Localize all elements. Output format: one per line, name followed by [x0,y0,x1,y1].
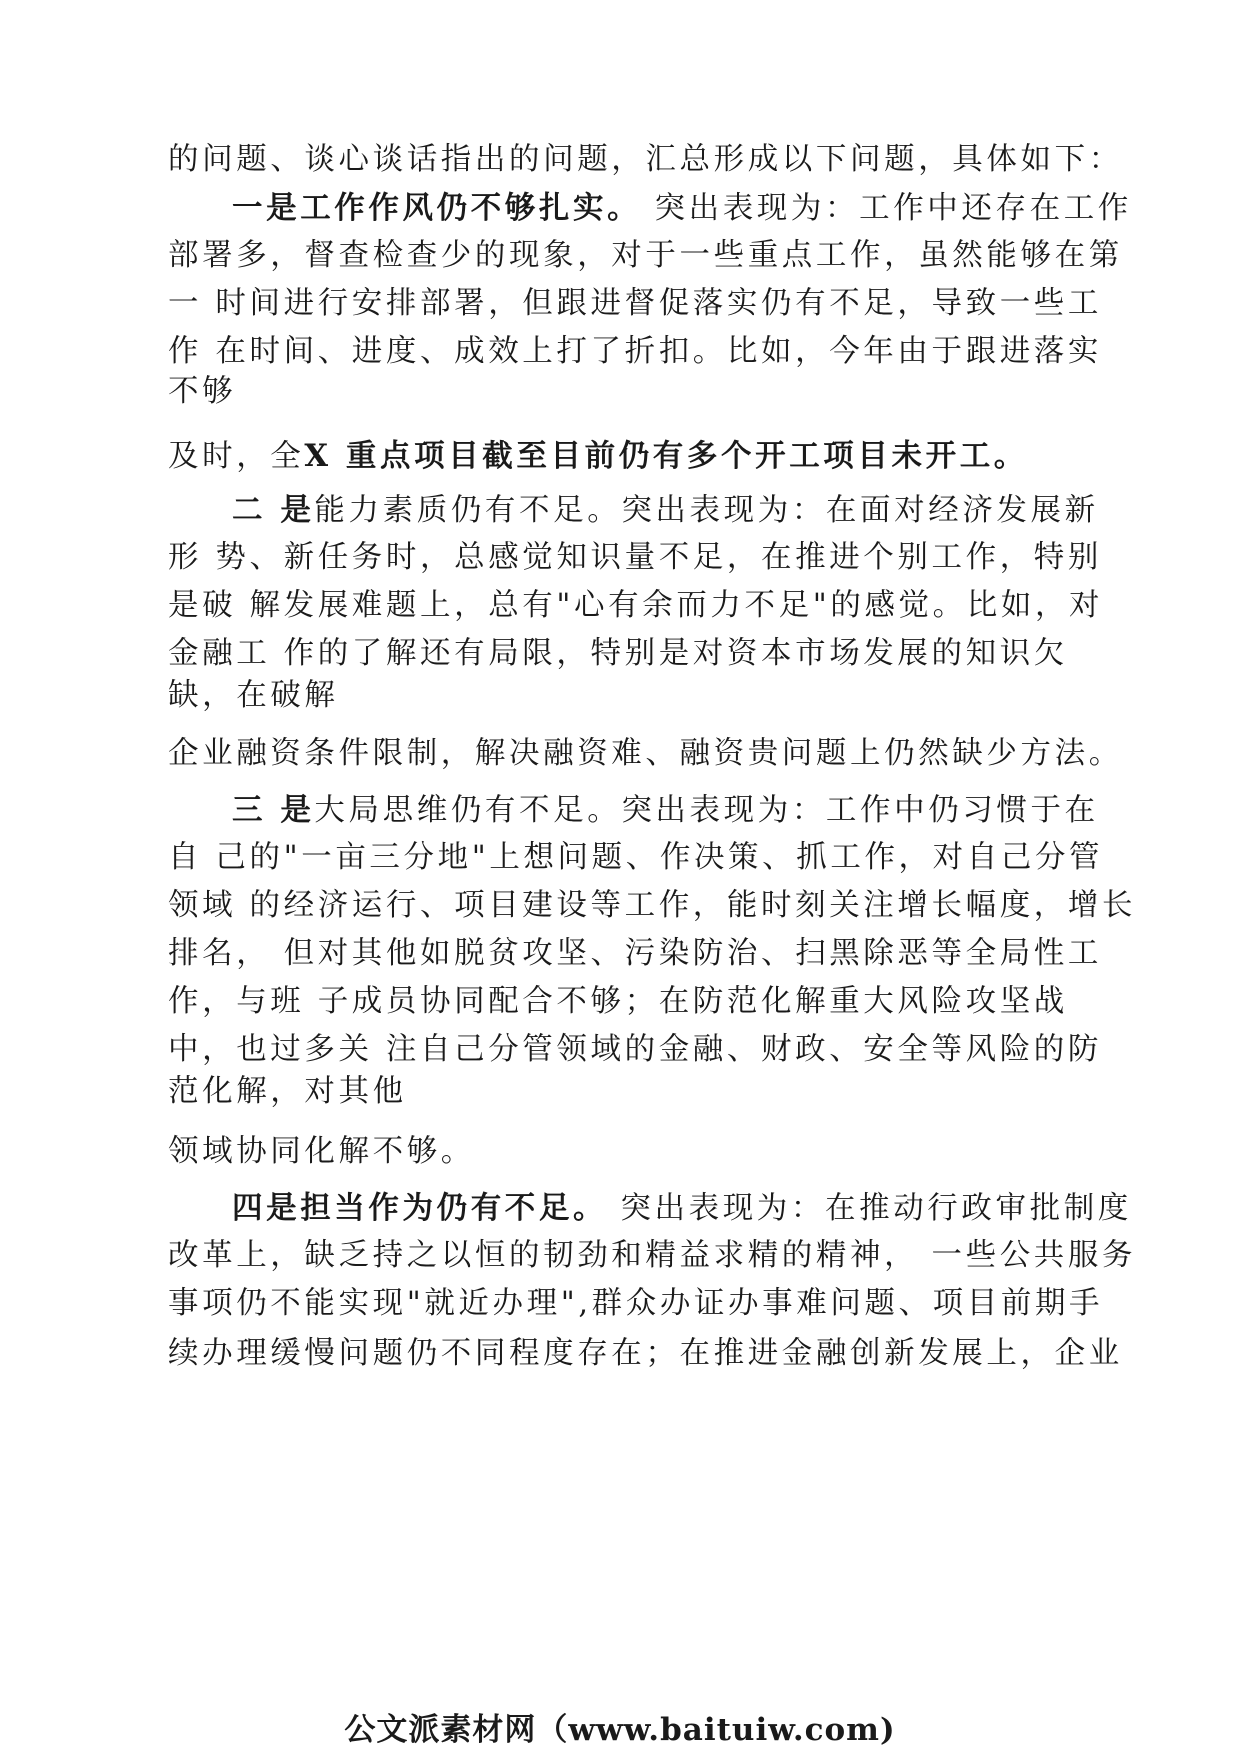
body-text: 突出表现为：在推动行政审批制度 [607,1191,1132,1226]
text-line [232,490,1099,531]
body-text: 及时，全 [168,439,305,474]
body-text: 一 时间进行安排部署，但跟进督促落实仍有不足，导致一些工 [168,286,1102,321]
bold-heading-text: X 重点项目截至目前仍有多个开工项目未开工。 [304,438,1028,474]
body-text: 改革上，缺乏持之以恒的韧劲和精益求精的精神， 一些公共服务 [168,1238,1137,1273]
text-line [168,886,1136,926]
body-text: 领域 的经济运行、项目建设等工作，能时刻关注增长幅度，增长 [168,888,1137,923]
footer-watermark: 公文派素材网（www.baituiw.com) [344,1712,896,1748]
text-line [168,838,1103,878]
body-text: 作，与班 子成员协同配合不够；在防范化解重大风险攻坚战 [168,984,1068,1019]
body-text: 金融工 作的了解还有局限，特别是对资本市场发展的知识欠 [168,636,1068,671]
text-line [168,140,1123,180]
text-line [168,634,1068,674]
bold-heading-text: 二 是 [232,492,315,528]
text-line [168,284,1102,324]
body-text: 不够 [168,374,237,409]
body-text: 突出表现为：工作中还存在工作 [641,191,1132,226]
body-text: 缺，在破解 [168,678,339,713]
text-line [232,188,1132,229]
text-line [168,982,1068,1022]
text-line [168,734,1123,774]
text-line [168,934,1102,974]
text-line [168,236,1123,276]
body-text: 事项仍不能实现"就近办理",群众办证办事难问题、项目前期手 [168,1286,1104,1321]
body-text: 续办理缓慢问题仍不同程度存在；在推进金融创新发展上，企业 [168,1336,1123,1371]
text-line [168,1236,1136,1276]
body-text: 形 势、新任务时，总感觉知识量不足，在推进个别工作，特别 [168,540,1102,575]
text-line [168,1030,1102,1070]
text-line [168,1072,407,1112]
body-text: 的问题、谈心谈话指出的问题，汇总形成以下问题，具体如下： [168,142,1123,177]
body-text: 排名， 但对其他如脱贫攻坚、污染防治、扫黑除恶等全局性工 [168,936,1102,971]
text-line [168,372,236,412]
bold-heading-text: 三 是 [232,792,315,828]
text-line [168,538,1102,578]
text-line [168,676,339,716]
text-line [168,332,1102,372]
bold-heading-text: 四是担当作为仍有不足。 [232,1190,608,1226]
body-text: 中，也过多关 注自己分管领域的金融、财政、安全等风险的防 [168,1032,1102,1067]
body-text: 是破 解发展难题上，总有"心有余而力不足"的感觉。比如，对 [168,588,1104,623]
text-line [168,436,1028,477]
body-text: 作 在时间、进度、成效上打了折扣。比如，今年由于跟进落实 [168,334,1102,369]
body-text: 部署多，督查检查少的现象，对于一些重点工作，虽然能够在第 [168,238,1123,273]
body-text: 自 己的"一亩三分地"上想问题、作决策、抓工作，对自己分管 [168,840,1104,875]
text-line [232,1188,1132,1229]
text-line [168,1334,1123,1374]
body-text: 企业融资条件限制，解决融资难、融资贵问题上仍然缺少方法。 [168,736,1123,771]
text-line [168,1132,475,1172]
bold-heading-text: 一是工作作风仍不够扎实。 [232,190,642,226]
text-line [168,586,1103,626]
body-text: 领域协同化解不够。 [168,1134,475,1169]
body-text: 范化解，对其他 [168,1074,407,1109]
body-text: 能力素质仍有不足。突出表现为：在面对经济发展新 [314,493,1099,528]
body-text: 大局思维仍有不足。突出表现为：工作中仍习惯于在 [314,793,1099,828]
text-line [232,790,1099,831]
text-line [168,1284,1103,1324]
